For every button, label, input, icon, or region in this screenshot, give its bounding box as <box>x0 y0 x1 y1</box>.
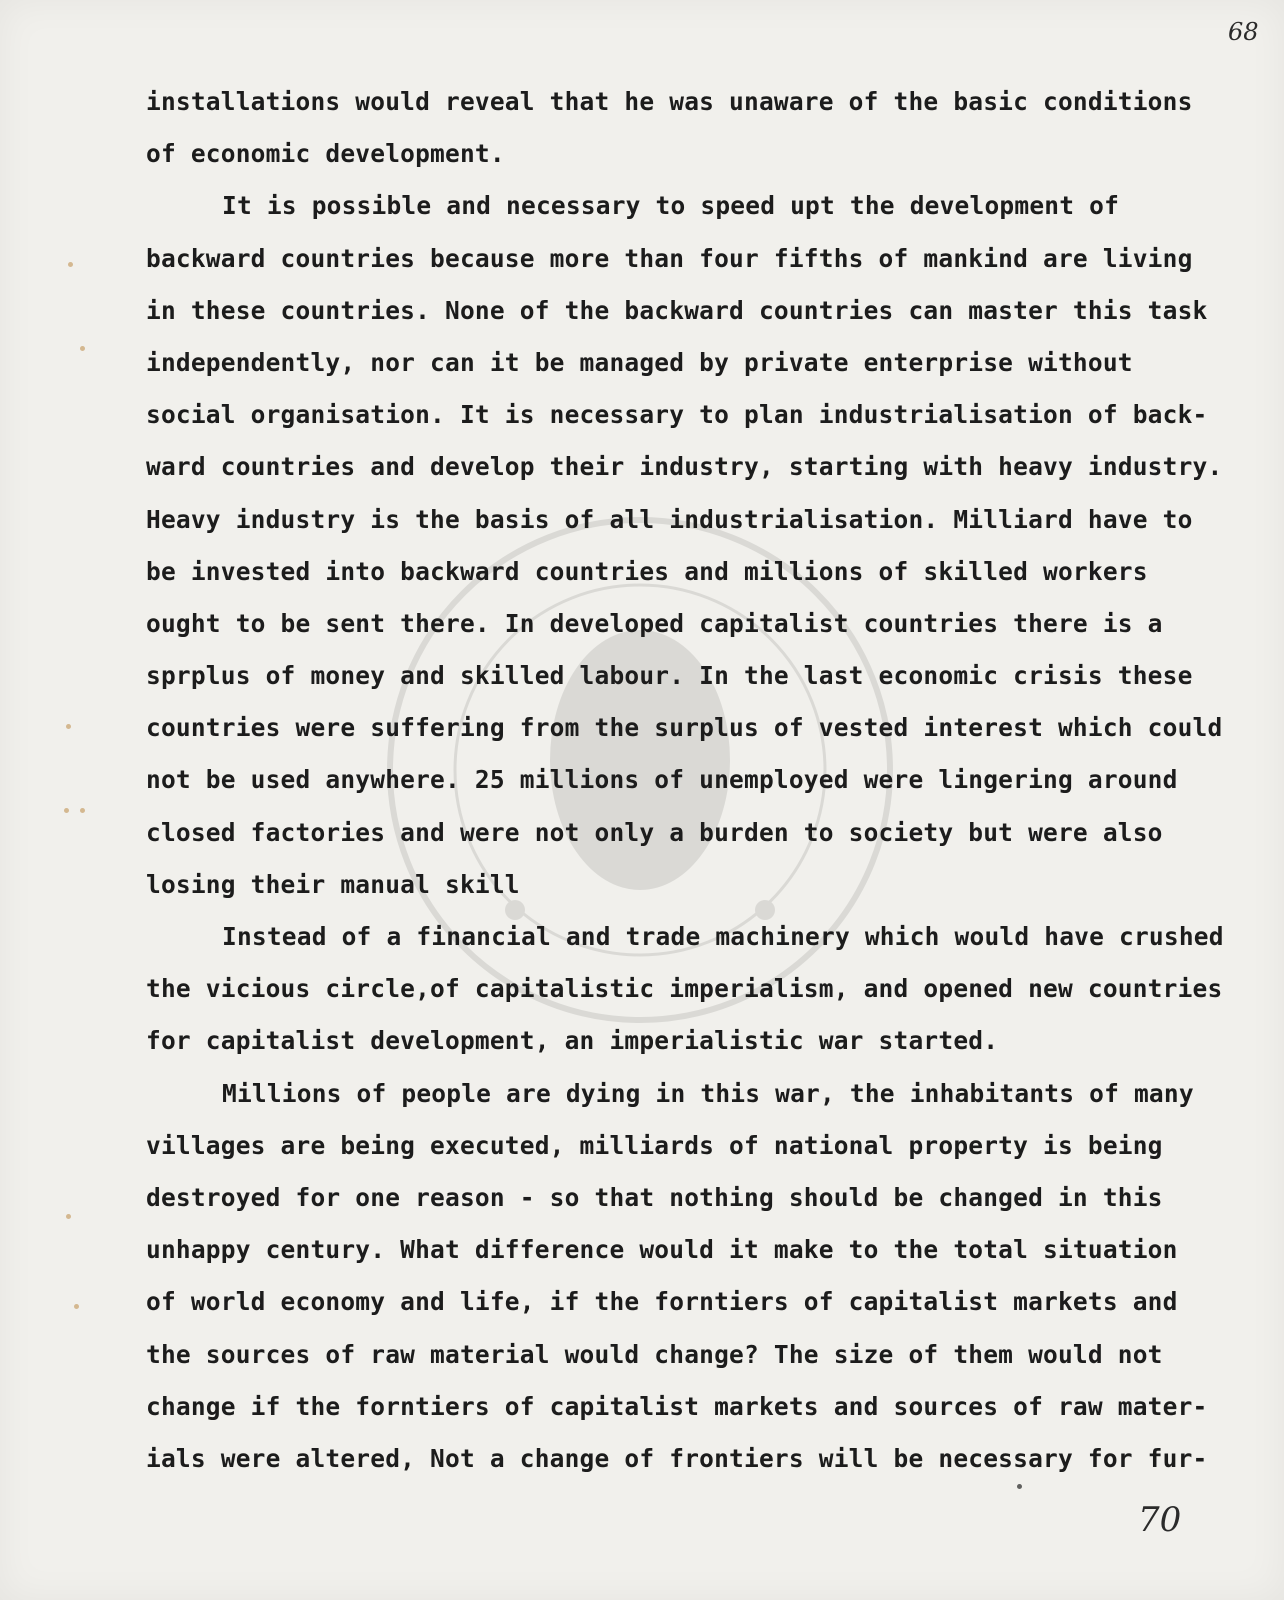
text-line: of world economy and life, if the forntiers of capitalist markets and <box>146 1287 1178 1317</box>
text-line: ward countries and develop their industry, starting with heavy industry. <box>146 452 1223 482</box>
text-line: sprplus of money and skilled labour. In the last economic crisis these <box>146 661 1193 691</box>
text-line: the sources of raw material would change? The size of them would not <box>146 1339 1163 1369</box>
text-line: backward countries because more than four fifths of mankind are living <box>146 243 1193 273</box>
page-number-top: 68 <box>1228 18 1259 46</box>
text-line: for capitalist development, an imperialistic war started. <box>146 1026 999 1056</box>
text-line: villages are being executed, milliards of national property is being <box>146 1130 1163 1160</box>
text-line: countries were suffering from the surplus of vested interest which could <box>146 713 1223 743</box>
paper-speck <box>66 1214 71 1219</box>
text-line: closed factories and were not only a burden to society but were also <box>146 817 1163 847</box>
text-line: It is possible and necessary to speed upt the development of <box>222 191 1120 221</box>
paper-speck <box>80 808 85 813</box>
text-line: change if the forntiers of capitalist markets and sources of raw mater- <box>146 1391 1208 1421</box>
paper-speck <box>64 808 69 813</box>
typewritten-text <box>146 80 1266 1489</box>
text-line: installations would reveal that he was unaware of the basic conditions <box>146 87 1193 116</box>
text-line: Heavy industry is the basis of all industrialisation. Milliard have to <box>146 504 1193 534</box>
paper-speck <box>68 262 73 267</box>
text-line: social organisation. It is necessary to plan industrialisation of back- <box>146 400 1208 430</box>
text-line: in these countries. None of the backward countries can master this task <box>146 295 1208 325</box>
paper-speck <box>80 346 85 351</box>
text-line: ought to be sent there. In developed capitalist countries there is a <box>146 608 1163 638</box>
text-line: be invested into backward countries and millions of skilled workers <box>146 556 1148 586</box>
paper-speck <box>1017 1484 1022 1489</box>
paper-speck <box>66 724 71 729</box>
text-line: unhappy century. What difference would it make to the total situation <box>146 1235 1178 1265</box>
text-line: ials were altered, Not a change of frontiers will be necessary for fur- <box>146 1443 1208 1473</box>
text-line: Millions of people are dying in this war, the inhabitants of many <box>222 1078 1194 1108</box>
page-number-bottom: 70 <box>1138 1500 1182 1540</box>
text-line: losing their manual skill <box>146 869 520 899</box>
text-line: of economic development. <box>146 139 505 169</box>
text-line: Instead of a financial and trade machinery which would have crushed <box>222 922 1224 951</box>
paper-speck <box>74 1304 79 1309</box>
text-line: destroyed for one reason - so that nothing should be changed in this <box>146 1182 1163 1212</box>
text-line: the vicious circle,of capitalistic imperialism, and opened new countries <box>146 974 1223 1004</box>
text-line: not be used anywhere. 25 millions of unemployed were lingering around <box>146 765 1178 795</box>
text-line: independently, nor can it be managed by private enterprise without <box>146 347 1133 377</box>
